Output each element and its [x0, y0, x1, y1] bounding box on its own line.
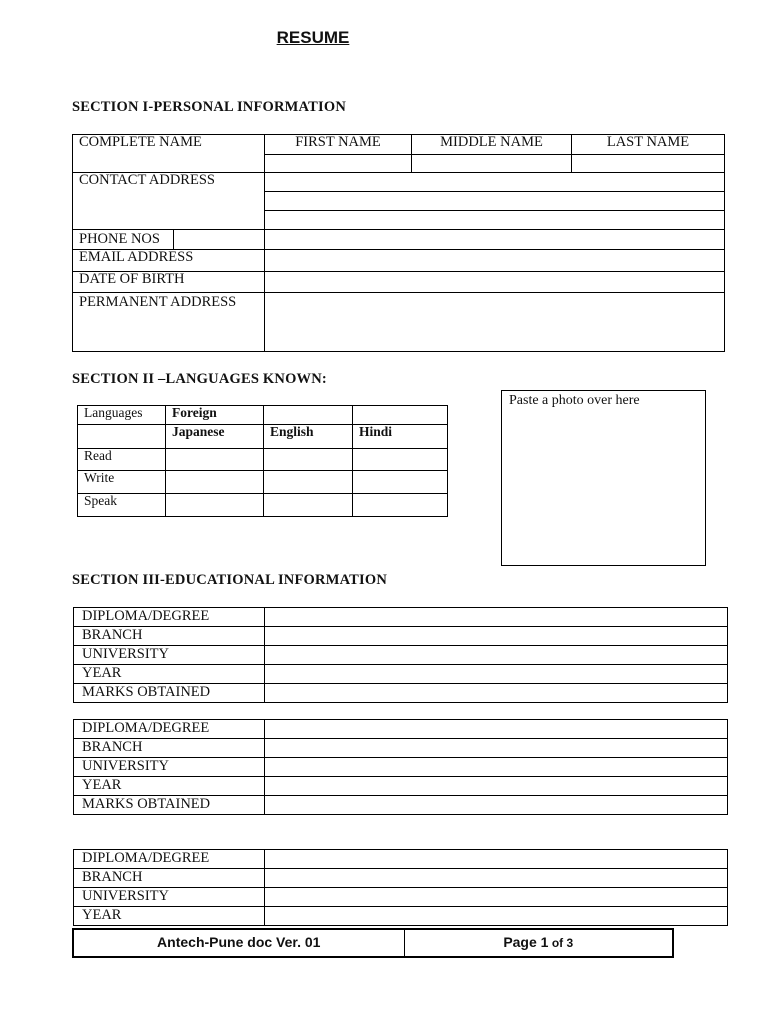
- label-year: YEAR: [74, 907, 265, 926]
- label-last-name: LAST NAME: [572, 135, 725, 155]
- marks-obtained-field[interactable]: [265, 684, 728, 703]
- education-table-2: [73, 719, 728, 815]
- footer-page-total: 3: [566, 936, 574, 951]
- footer-of-word: of: [551, 936, 564, 951]
- label-languages: Languages: [78, 406, 166, 425]
- diploma-degree-field[interactable]: [265, 720, 728, 739]
- label-read: Read: [78, 449, 166, 471]
- diploma-degree-field[interactable]: [265, 850, 728, 869]
- label-marks-obtained: MARKS OBTAINED: [74, 796, 265, 815]
- university-field[interactable]: [265, 758, 728, 777]
- label-write: Write: [78, 471, 166, 494]
- blank-header-cell: [78, 425, 166, 449]
- label-speak: Speak: [78, 494, 166, 517]
- middle-name-field[interactable]: [412, 155, 572, 173]
- phone-field[interactable]: [265, 230, 725, 250]
- permanent-address-field[interactable]: [265, 293, 725, 352]
- blank-header-cell: [264, 406, 353, 425]
- label-hindi: Hindi: [353, 425, 448, 449]
- university-field[interactable]: [265, 646, 728, 665]
- label-dob: DATE OF BIRTH: [73, 272, 265, 293]
- label-year: YEAR: [74, 777, 265, 796]
- label-phone-cell: [73, 230, 265, 250]
- university-field[interactable]: [265, 888, 728, 907]
- last-name-field[interactable]: [572, 155, 725, 173]
- contact-address-line-1[interactable]: [265, 173, 725, 192]
- year-field[interactable]: [265, 907, 728, 926]
- email-field[interactable]: [265, 250, 725, 272]
- label-english: English: [264, 425, 353, 449]
- read-hindi-field[interactable]: [353, 449, 448, 471]
- footer-doc-label: Antech-Pune doc Ver. 01: [73, 929, 404, 957]
- year-field[interactable]: [265, 665, 728, 684]
- label-diploma-degree: DIPLOMA/DEGREE: [74, 850, 265, 869]
- education-table-1: [73, 607, 728, 703]
- read-japanese-field[interactable]: [166, 449, 264, 471]
- label-email: EMAIL ADDRESS: [73, 250, 265, 272]
- label-branch: BRANCH: [74, 739, 265, 758]
- write-english-field[interactable]: [264, 471, 353, 494]
- label-complete-name: COMPLETE NAME: [73, 135, 265, 173]
- section1-heading: SECTION I-PERSONAL INFORMATION: [72, 99, 347, 115]
- label-diploma-degree: DIPLOMA/DEGREE: [74, 720, 265, 739]
- document-title: RESUME: [276, 28, 350, 47]
- label-first-name: FIRST NAME: [265, 135, 412, 155]
- languages-table: [77, 405, 448, 517]
- first-name-field[interactable]: [265, 155, 412, 173]
- diploma-degree-field[interactable]: [265, 608, 728, 627]
- label-japanese: Japanese: [166, 425, 264, 449]
- section3-heading: SECTION III-EDUCATIONAL INFORMATION: [72, 572, 388, 588]
- blank-header-cell: [353, 406, 448, 425]
- marks-obtained-field[interactable]: [265, 796, 728, 815]
- footer-page-word: Page: [503, 934, 537, 951]
- speak-english-field[interactable]: [264, 494, 353, 517]
- branch-field[interactable]: [265, 869, 728, 888]
- photo-box[interactable]: [501, 390, 706, 566]
- page-footer: [72, 928, 674, 958]
- photo-label: Paste a photo over here: [509, 393, 640, 408]
- label-middle-name: MIDDLE NAME: [412, 135, 572, 155]
- footer-page-indicator: [404, 929, 673, 957]
- label-foreign: Foreign: [166, 406, 264, 425]
- contact-address-line-3[interactable]: [265, 211, 725, 230]
- personal-info-table: [72, 134, 725, 352]
- branch-field[interactable]: [265, 739, 728, 758]
- label-year: YEAR: [74, 665, 265, 684]
- phone-prefix-field[interactable]: [174, 230, 264, 249]
- speak-hindi-field[interactable]: [353, 494, 448, 517]
- label-permanent-address: PERMANENT ADDRESS: [73, 293, 265, 352]
- label-branch: BRANCH: [74, 627, 265, 646]
- label-diploma-degree: DIPLOMA/DEGREE: [74, 608, 265, 627]
- speak-japanese-field[interactable]: [166, 494, 264, 517]
- label-university: UNIVERSITY: [74, 646, 265, 665]
- education-table-3: [73, 849, 728, 926]
- write-hindi-field[interactable]: [353, 471, 448, 494]
- write-japanese-field[interactable]: [166, 471, 264, 494]
- read-english-field[interactable]: [264, 449, 353, 471]
- year-field[interactable]: [265, 777, 728, 796]
- label-contact-address: CONTACT ADDRESS: [73, 173, 265, 230]
- footer-page-number: 1: [540, 934, 549, 951]
- contact-address-line-2[interactable]: [265, 192, 725, 211]
- label-marks-obtained: MARKS OBTAINED: [74, 684, 265, 703]
- branch-field[interactable]: [265, 627, 728, 646]
- label-branch: BRANCH: [74, 869, 265, 888]
- label-phone: PHONE NOS: [73, 230, 174, 249]
- label-university: UNIVERSITY: [74, 888, 265, 907]
- label-university: UNIVERSITY: [74, 758, 265, 777]
- section2-heading: SECTION II –LANGUAGES KNOWN:: [72, 371, 327, 387]
- dob-field[interactable]: [265, 272, 725, 293]
